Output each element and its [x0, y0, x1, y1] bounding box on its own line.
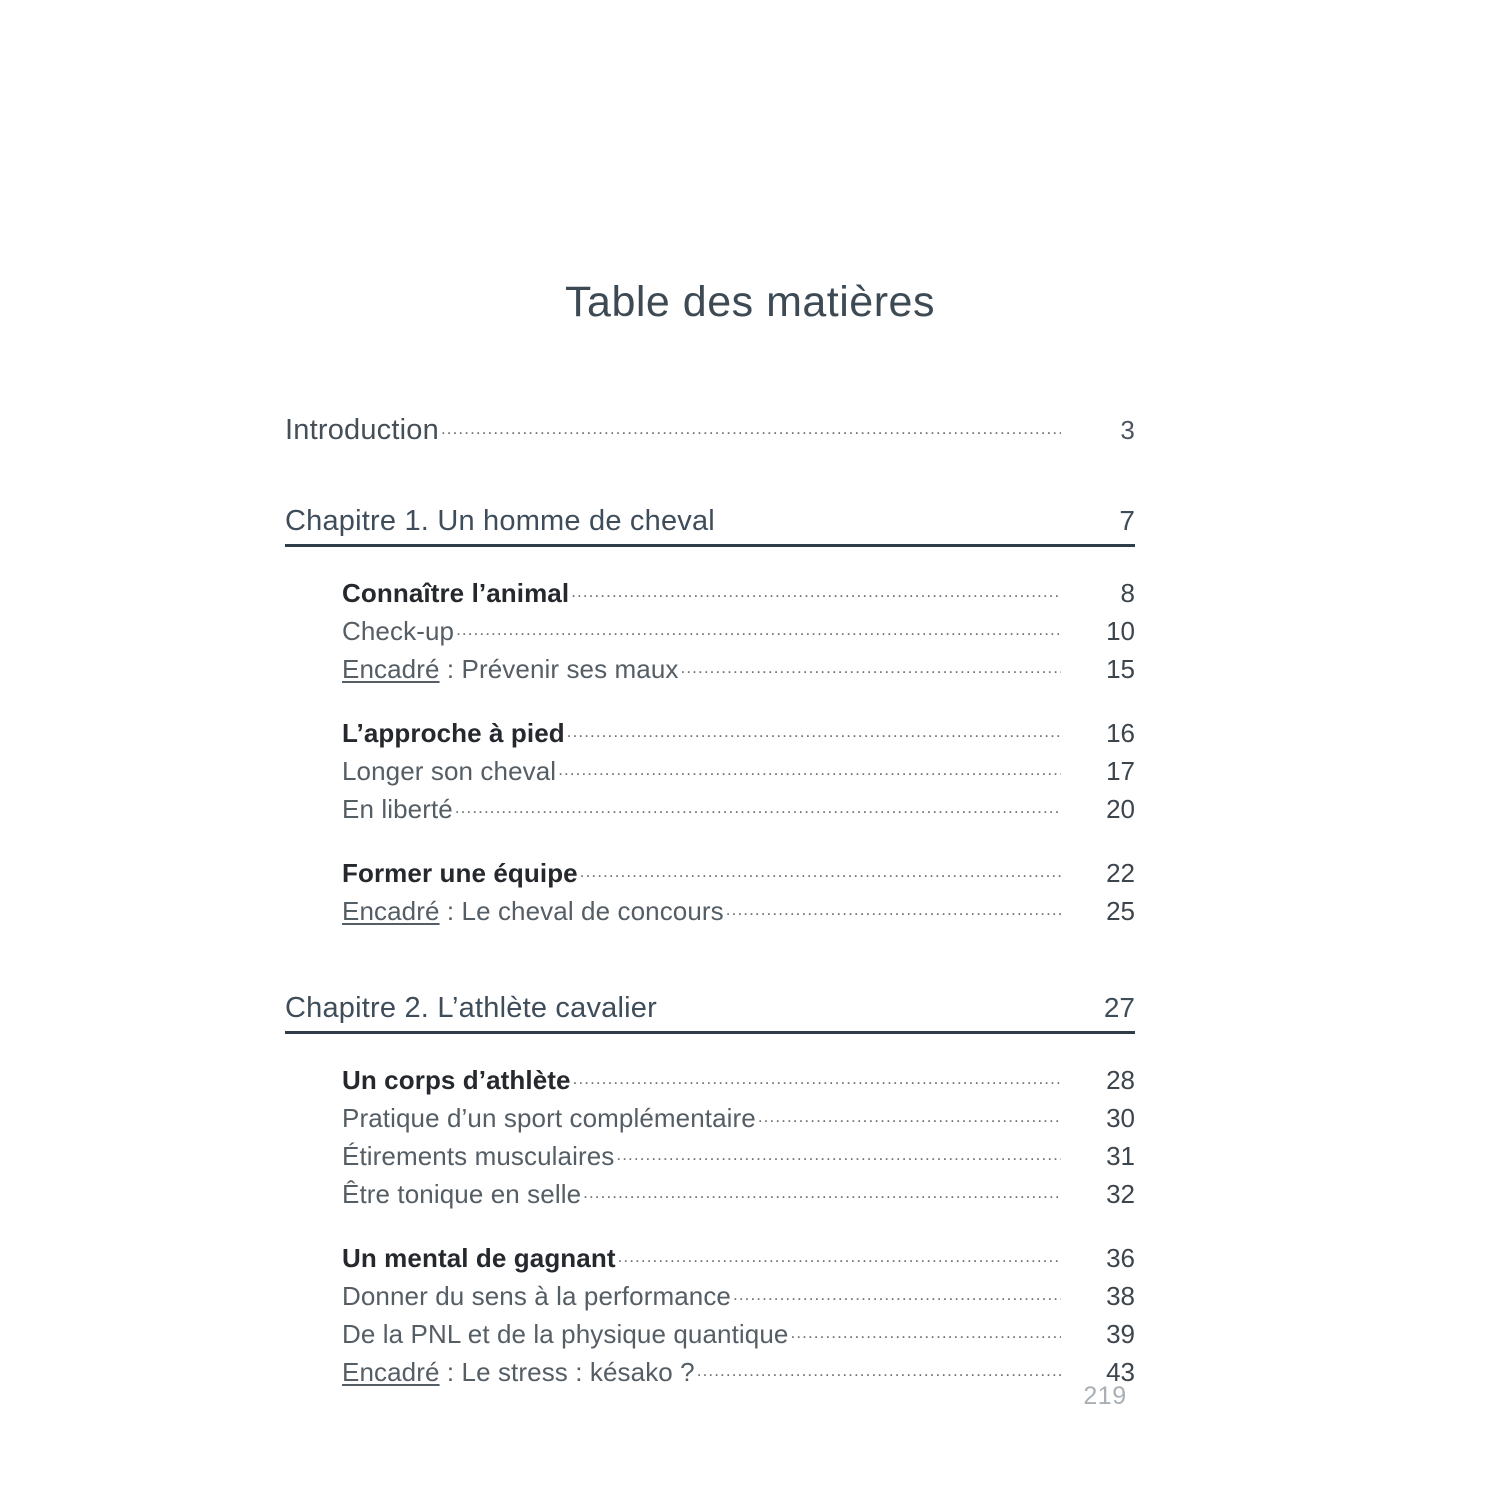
- toc-entry-subsection[interactable]: [342, 654, 1135, 692]
- toc-entry-subsection[interactable]: [342, 896, 1135, 934]
- dot-leader: [697, 1365, 1061, 1381]
- section-label: L’approche à pied: [342, 718, 565, 748]
- section-label: Un mental de gagnant: [342, 1243, 616, 1273]
- toc-entry-section[interactable]: [342, 718, 1135, 756]
- subsection-label: Encadré : Prévenir ses maux: [342, 654, 679, 684]
- chapter-rule: [285, 544, 1135, 547]
- callout-keyword: Encadré: [342, 896, 440, 926]
- section-group: [342, 1243, 1135, 1395]
- dot-leader: [573, 1073, 1061, 1089]
- dot-leader: [618, 1251, 1061, 1267]
- chapter-heading-label: Chapitre 2. L’athlète cavalier: [285, 992, 657, 1024]
- dot-leader: [616, 1149, 1061, 1165]
- toc-entry-subsection[interactable]: [342, 1281, 1135, 1319]
- section-group: [342, 718, 1135, 832]
- toc-entry-section[interactable]: [342, 578, 1135, 616]
- chapter-heading-label: Chapitre 1. Un homme de cheval: [285, 505, 715, 537]
- subsection-page: 17: [1106, 756, 1135, 786]
- subsection-page: 20: [1106, 794, 1135, 824]
- subsection-label: Longer son cheval: [342, 756, 557, 786]
- subsection-label: Être tonique en selle: [342, 1179, 582, 1209]
- toc-entry-page: 3: [1120, 415, 1135, 445]
- dot-leader: [758, 1111, 1061, 1127]
- dot-leader: [681, 662, 1061, 678]
- subsection-page: 43: [1106, 1357, 1135, 1387]
- toc-entry-subsection[interactable]: [342, 1103, 1135, 1141]
- toc-content: [285, 414, 1135, 1395]
- toc-entry-subsection[interactable]: [342, 1319, 1135, 1357]
- toc-entry-subsection[interactable]: [342, 756, 1135, 794]
- subsection-label: Encadré : Le stress : késako ?: [342, 1357, 695, 1387]
- dot-leader: [455, 802, 1061, 818]
- toc-entry-section[interactable]: [342, 1065, 1135, 1103]
- section-page: 36: [1106, 1243, 1135, 1273]
- subsection-page: 32: [1106, 1179, 1135, 1209]
- section-label: Connaître l’animal: [342, 578, 570, 608]
- section-group: [342, 578, 1135, 692]
- section-page: 16: [1106, 718, 1135, 748]
- toc-entry-section[interactable]: [342, 858, 1135, 896]
- subsection-label: En liberté: [342, 794, 453, 824]
- chapter-rule: [285, 1031, 1135, 1034]
- subsection-label: Encadré : Le cheval de concours: [342, 896, 724, 926]
- callout-keyword: Encadré: [342, 1357, 440, 1387]
- toc-entry-subsection[interactable]: [342, 1179, 1135, 1217]
- dot-leader: [726, 904, 1061, 920]
- chapter-heading-page: 27: [1103, 992, 1135, 1023]
- subsection-page: 31: [1106, 1141, 1135, 1171]
- dot-leader: [571, 586, 1061, 602]
- toc-entry-label: Introduction: [285, 414, 439, 446]
- callout-keyword: Encadré: [342, 654, 440, 684]
- dot-leader: [558, 764, 1061, 780]
- subsection-label: Donner du sens à la performance: [342, 1281, 731, 1311]
- subsection-page: 25: [1106, 896, 1135, 926]
- toc-entry-subsection[interactable]: [342, 616, 1135, 654]
- dot-leader: [456, 624, 1061, 640]
- toc-entry-section[interactable]: [342, 1243, 1135, 1281]
- section-group: [342, 858, 1135, 934]
- dot-leader: [733, 1289, 1061, 1305]
- dot-leader: [441, 423, 1061, 439]
- toc-entry-subsection[interactable]: [342, 794, 1135, 832]
- dot-leader: [580, 866, 1061, 882]
- chapter-heading[interactable]: [285, 992, 1135, 1025]
- section-group: [342, 1065, 1135, 1217]
- section-label: Un corps d’athlète: [342, 1065, 571, 1095]
- chapter-heading[interactable]: [285, 505, 1135, 538]
- subsection-page: 15: [1106, 654, 1135, 684]
- subsection-page: 10: [1106, 616, 1135, 646]
- dot-leader: [791, 1327, 1062, 1343]
- section-page: 22: [1106, 858, 1135, 888]
- subsection-page: 38: [1106, 1281, 1135, 1311]
- subsection-label: Étirements musculaires: [342, 1141, 615, 1171]
- subsection-label: Check-up: [342, 616, 455, 646]
- subsection-page: 39: [1106, 1319, 1135, 1349]
- dot-leader: [567, 726, 1061, 742]
- folio-page-number: 219: [1083, 1382, 1127, 1410]
- chapter-list: [285, 505, 1135, 1395]
- section-label: Former une équipe: [342, 858, 578, 888]
- section-page: 8: [1120, 578, 1135, 608]
- chapter-block: [285, 505, 1135, 934]
- subsection-page: 30: [1106, 1103, 1135, 1133]
- section-page: 28: [1106, 1065, 1135, 1095]
- toc-entry-subsection[interactable]: [342, 1357, 1135, 1395]
- subsection-label: Pratique d’un sport complémentaire: [342, 1103, 756, 1133]
- subsection-label: De la PNL et de la physique quantique: [342, 1319, 789, 1349]
- page-title: Table des matières: [565, 278, 935, 326]
- toc-entry-introduction[interactable]: [285, 414, 1135, 447]
- chapter-heading-page: 7: [1119, 505, 1135, 536]
- dot-leader: [583, 1187, 1061, 1203]
- chapter-block: [285, 992, 1135, 1395]
- toc-entry-subsection[interactable]: [342, 1141, 1135, 1179]
